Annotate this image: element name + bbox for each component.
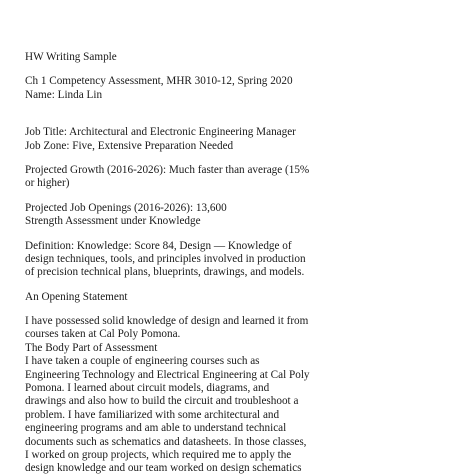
body-line: documents such as schematics and datasheets. In those classes, (25, 435, 307, 448)
job-title-line: Job Title: Architectural and Electronic Engineering Manager (25, 126, 296, 139)
opening-line: courses taken at Cal Poly Pomona. (25, 328, 181, 341)
definition-line: design techniques, tools, and principles involved in production (25, 252, 306, 265)
body-line: I worked on group projects, which required me to apply the (25, 448, 292, 461)
strength-line: Strength Assessment under Knowledge (25, 215, 201, 228)
opening-heading: An Opening Statement (25, 290, 128, 303)
openings-line: Projected Job Openings (2016-2026): 13,600 (25, 201, 227, 214)
body-line: Pomona. I learned about circuit models, diagrams, and (25, 382, 270, 395)
body-line: I have taken a couple of engineering courses such as (25, 355, 260, 368)
job-zone-line: Job Zone: Five, Extensive Preparation Needed (25, 139, 234, 152)
document-body (25, 51, 450, 476)
definition-line: of precision technical plans, blueprints, drawings, and models. (25, 266, 305, 279)
body-line: drawings and also how to build the circuit and troubleshoot a (25, 395, 299, 408)
body-line: problem. I have familiarized with some architectural and (25, 408, 280, 421)
opening-line: I have possessed solid knowledge of design and learned it from (25, 315, 309, 328)
growth-line: Projected Growth (2016-2026): Much faster than average (15% (25, 163, 310, 176)
definition-line: Definition: Knowledge: Score 84, Design — Knowledge of (25, 239, 292, 252)
body-line: Engineering Technology and Electrical Engineering at Cal Poly (25, 368, 310, 381)
name-line: Name: Linda Lin (25, 88, 103, 101)
growth-line: or higher) (25, 177, 70, 190)
body-line: design knowledge and our team worked on design schematics (25, 462, 302, 475)
body-line: engineering programs and am able to understand technical (25, 422, 287, 435)
assessment-line: Ch 1 Competency Assessment, MHR 3010-12, Spring 2020 (25, 75, 293, 88)
document-heading: HW Writing Sample (25, 51, 117, 63)
body-heading: The Body Part of Assessment (25, 341, 158, 354)
